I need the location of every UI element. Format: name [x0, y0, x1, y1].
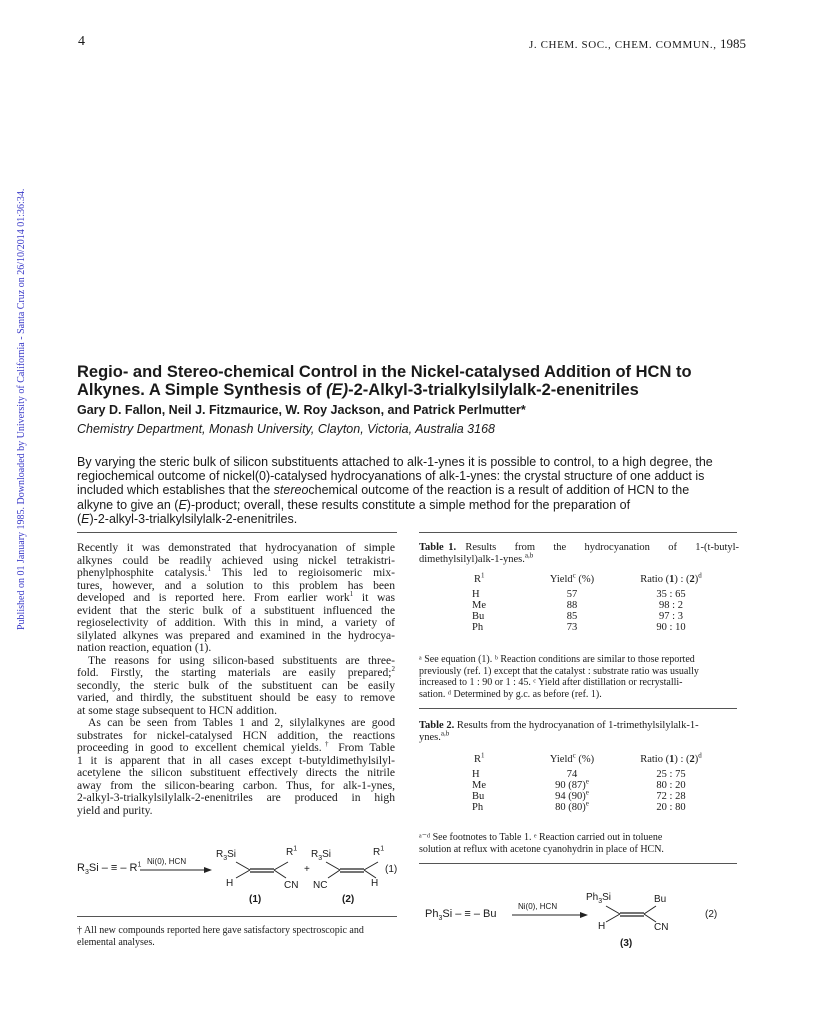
body-line: As can be seen from Tables 1 and 2, silylalkynes are good: [88, 716, 395, 729]
product2-r1: $R^1$: [373, 845, 385, 858]
product1-h: H: [226, 878, 234, 889]
table1-caption-line2: dimethylsilyl)alk-1-ynes.$^{a,b}$: [419, 551, 534, 565]
table-row: H 74 25 : 75: [472, 769, 686, 780]
table-row: Me 90 $(87)^e$ 80 : 20: [472, 777, 686, 791]
download-watermark: [2, 150, 27, 630]
table-row: Me 88 98 : 2: [472, 600, 683, 611]
abstract-line: (E)-2-alkyl-3-trialkylsilylalk-2-enenitriles.: [77, 511, 298, 526]
author-list: Gary D. Fallon, Neil J. Fitzmaurice, W. Roy Jackson, and Patrick Perlmutter*: [77, 403, 526, 417]
scheme1-reactant: $R_3Si$ – ≡ – $R^1$: [77, 861, 142, 877]
product2-h: H: [371, 878, 379, 889]
product3-bu: Bu: [654, 894, 667, 905]
table2-rule: [419, 863, 737, 864]
journal-name: J. CHEM. SOC., CHEM. COMMUN.,: [529, 39, 717, 51]
equation-number-1: (1): [385, 864, 398, 875]
table-row: Ph 73 90 : 10: [472, 622, 686, 633]
page-number: 4: [78, 34, 85, 49]
column-rule-right: [419, 532, 737, 533]
body-line: nation reaction, equation (1).: [77, 641, 212, 654]
product2-bonds: [318, 858, 384, 882]
scheme1-plus: +: [304, 864, 310, 875]
scheme2-reactant: $Ph_3Si$ – ≡ – Bu: [425, 908, 497, 923]
table2-header-ratio: Ratio (1) : $(2)^d$: [640, 751, 702, 765]
product3-h: H: [598, 921, 606, 932]
body-line: regioselectivity of addition. With this in mind, a variety of: [77, 616, 395, 629]
scheme1-conditions: Ni(0), HCN: [147, 857, 187, 866]
footnote-rule: [77, 916, 397, 917]
table1-label: Table 1.: [419, 542, 457, 553]
table1-caption-line1: Table 1. Results from the hydrocyanation of 1-(t-butyl-: [419, 542, 740, 553]
product3-cn: CN: [654, 922, 669, 933]
body-line: Recently it was demonstrated that hydrocyanation of simple: [77, 541, 395, 554]
product2-silyl: $R_3Si$: [311, 849, 332, 862]
product1-cn: CN: [284, 880, 299, 891]
abstract-line: By varying the steric bulk of silicon substituents attached to alk-1-ynes it is possible to control, to a high degree, the: [77, 455, 713, 469]
body-line: fold. Firstly, the starting materials are easily prepared;$^2$: [77, 665, 395, 679]
journal-header: [529, 36, 746, 52]
product2-nc: NC: [313, 880, 328, 891]
table2-caption: [419, 720, 739, 743]
product1-silyl: $R_3Si$: [216, 849, 237, 862]
table2-notes: ᵃ⁻ᵈ See footnotes to Table 1. ᵉ Reaction carried out in toluene solution at reflux with acetone cyanohydrin in place of HCN.: [419, 832, 664, 855]
table-row: Bu 94 $(90)^e$ 72 : 28: [472, 788, 686, 802]
title-line-1: Regio- and Stereo-chemical Control in the Nickel-catalysed Addition of HCN to: [77, 363, 692, 381]
body-line: substrates for nickel-catalysed HCN addition, the reactions: [77, 728, 395, 742]
compound-label-3: (3): [620, 938, 633, 949]
article-title: [77, 363, 717, 399]
table1-header-r: $R^1$: [474, 571, 485, 585]
scheme2-arrow: [512, 911, 588, 919]
body-line: acetylene the silicon substituent effectively directs the nitrile: [77, 766, 395, 779]
body-line: developed and is reported here. From earlier work$^1$ it was: [77, 590, 395, 604]
abstract-line: included which establishes that the stereochemical outcome of the reaction is a result of addition of HCN to the: [77, 483, 690, 498]
table-row: Bu 85 97 : 3: [472, 611, 683, 622]
table2: [470, 751, 730, 813]
body-line: at some stage subsequent to HCN addition.: [77, 703, 277, 717]
body-line: alkynes could be readily achieved using nickel tetrakistri-: [77, 553, 395, 567]
product3-bonds: [598, 902, 664, 926]
table1-header-ratio: Ratio (1) : $(2)^d$: [640, 571, 702, 585]
product3-silyl: $Ph_3Si$: [586, 892, 612, 905]
journal-year: 1985: [720, 36, 746, 51]
table1-rule: [419, 708, 737, 709]
equation-number-2: (2): [705, 909, 718, 920]
table-row: Ph 80 $(80)^e$ 20 : 80: [472, 799, 686, 813]
body-line: tures, however, and a solution to this problem has been: [77, 578, 395, 592]
table1-caption: [419, 542, 739, 565]
table2-header-row: [470, 754, 730, 765]
scheme2-conditions: Ni(0), HCN: [518, 902, 558, 911]
body-line: The reasons for using silicon-based substituents are three-: [88, 653, 395, 667]
body-line: yield and purity.: [77, 803, 153, 817]
compound-label-1: (1): [249, 894, 262, 905]
body-line: 1 it is apparent that in all cases except t-butyldimethylsilyl-: [77, 753, 395, 767]
table2-header-yield: Yield$^c$ (%): [549, 751, 595, 765]
table1: [470, 571, 730, 633]
product1-bonds: [228, 858, 294, 882]
abstract-line: regiochemical outcome of nickel(0)-catalysed hydrocyanations of alk-1-ynes: the crystal structure of one adduct is: [77, 469, 705, 484]
title-line-2: Alkynes. A Simple Synthesis of (E)-2-Alkyl-3-trialkylsilylalk-2-enenitriles: [77, 381, 639, 399]
table1-notes: ᵃ See equation (1). ᵇ Reaction conditions are similar to those reported previously (ref. 1) except that the catalyst : substrate ratio was usually increased to 1 : 90 or 1 : 45. ᶜ Yield after distillation or recrystalli- sation. ᵈ Determined by g.c. as before (ref. 1).: [419, 654, 699, 700]
product1-r1: $R^1$: [286, 845, 298, 858]
body-line: 2-alkyl-3-trialkylsilylalk-2-enenitriles are produced in high: [77, 791, 395, 804]
footnote: † All new compounds reported here gave satisfactory spectroscopic and elemental analyses.: [77, 925, 364, 948]
column-rule-left: [77, 532, 397, 533]
body-line: away from the silicon-bearing carbon. Thus, for alk-1-ynes,: [77, 778, 395, 792]
table2-caption-line2: ynes.$^{a,b}$: [419, 729, 450, 743]
table2-caption-line1: Table 2. Results from the hydrocyanation of 1-trimethylsilylalk-1-: [419, 720, 699, 731]
scheme1-arrow: [140, 866, 212, 874]
table2-header-r: $R^1$: [474, 751, 485, 765]
table1-header-yield: Yield$^c$ (%): [549, 571, 595, 585]
body-text: [77, 542, 395, 817]
download-watermark-text[interactable]: Published on 01 January 1985. Downloaded by University of California - Santa Cruz on 26/10/2014 01:36:34.: [16, 188, 27, 630]
body-line: secondly, the steric bulk of the substituent can be easily: [77, 678, 395, 692]
compound-label-2: (2): [342, 894, 355, 905]
table1-header-row: [470, 574, 730, 585]
body-line: phenylphosphite catalysis.$^1$ This led to regioisomeric mix-: [77, 565, 396, 579]
table-row: H 57 35 : 65: [472, 589, 686, 600]
body-line: silylated alkynes was prepared and examined in the hydrocya-: [77, 628, 395, 642]
body-line: proceeding in good to excellent chemical yields.† From Table: [77, 740, 395, 754]
table2-label: Table 2.: [419, 720, 455, 731]
body-line: varied, and thirdly, the substituent should be easy to remove: [77, 691, 395, 704]
abstract: [77, 455, 737, 526]
affiliation: Chemistry Department, Monash University, Clayton, Victoria, Australia 3168: [77, 422, 495, 436]
body-line: evident that the steric bulk of a substituent influenced the: [77, 603, 395, 617]
abstract-line: alkyne to give an (E)-product; overall, these results constitute a simple method for the preparation of: [77, 497, 631, 512]
